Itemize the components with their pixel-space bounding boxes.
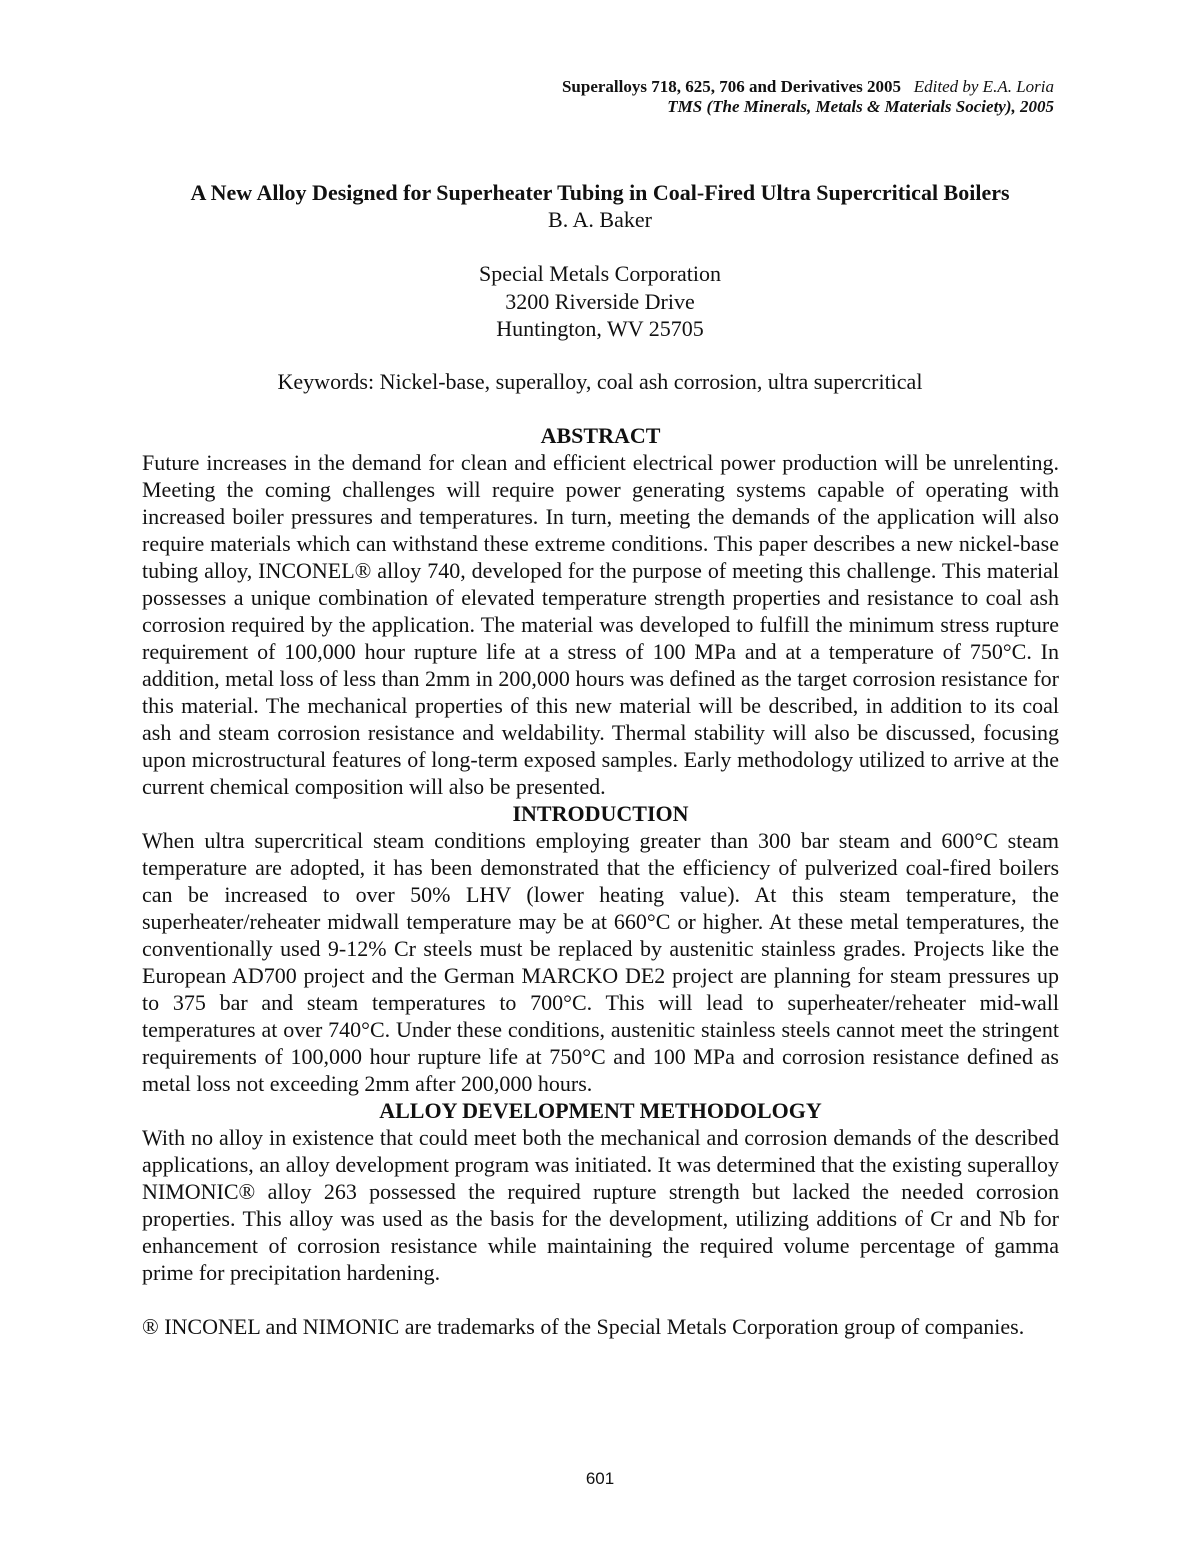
introduction-paragraph: When ultra supercritical steam conditions employing greater than 300 bar steam and 600°C steam temperature are adopted, it has been demonstrated that the efficiency of pulverized coal-fired boilers can be increased to over 50% LHV (lower heating value). At this steam temperature, the superheater/reheater midwall temperature may be at 660°C or higher. At these metal temperatures, the conventionally used 9-12% Cr steels must be replaced by austenitic stainless grades. Projects like the European AD700 project and the German MARCKO DE2 project are planning for steam pressures up to 375 bar and steam temperatures to 700°C. This will lead to superheater/reheater mid-wall temperatures at over 740°C. Under these conditions, austenitic stainless steels cannot meet the stringent requirements of 100,000 hour rupture life at 750°C and 100 MPa and corrosion resistance defined as metal loss not exceeding 2mm after 200,000 hours. <box>142 828 1059 1096</box>
header-line-1 <box>562 77 1054 97</box>
editor-credit: Edited by E.A. Loria <box>913 77 1054 96</box>
title-block <box>140 179 1060 233</box>
running-header <box>562 77 1054 117</box>
proceedings-title: Superalloys 718, 625, 706 and Derivatives 2005 <box>561 77 902 96</box>
keywords-line: Keywords: Nickel-base, superalloy, coal ash corrosion, ultra supercritical <box>277 369 923 394</box>
paper-title: A New Alloy Designed for Superheater Tubing in Coal-Fired Ultra Supercritical Boilers <box>190 180 1010 205</box>
publisher-line: TMS (The Minerals, Metals & Materials Society), 2005 <box>667 97 1054 116</box>
methodology-heading: ALLOY DEVELOPMENT METHODOLOGY <box>379 1098 822 1123</box>
affiliation-street: 3200 Riverside Drive <box>505 288 695 314</box>
author-affiliation <box>140 260 1060 343</box>
abstract-heading: ABSTRACT <box>540 423 661 448</box>
abstract-paragraph: Future increases in the demand for clean and efficient electrical power production will be unrelenting. Meeting the coming challenges will require power generating systems capable of operating with increased boiler pressures and temperatures. In turn, meeting the demands of the application will also require materials which can withstand these extreme conditions. This paper describes a new nickel-base tubing alloy, INCONEL® alloy 740, developed for the purpose of meeting this challenge. This material possesses a unique combination of elevated temperature strength properties and resistance to coal ash corrosion required by the application. The material was developed to fulfill the minimum stress rupture requirement of 100,000 hour rupture life at a stress of 100 MPa and at a temperature of 750°C. In addition, metal loss of less than 2mm in 200,000 hours was defined as the target corrosion resistance for this material. The mechanical properties of this new material will be described, in addition to its coal ash and steam corrosion resistance and weldability. Thermal stability will also be discussed, focusing upon microstructural features of long-term exposed samples. Early methodology utilized to arrive at the current chemical composition will also be presented. <box>142 450 1059 799</box>
affiliation-city: Huntington, WV 25705 <box>496 316 704 341</box>
paper-body <box>142 422 1059 1340</box>
page-number: 601 <box>585 1469 615 1488</box>
affiliation-organization: Special Metals Corporation <box>479 261 721 286</box>
trademark-footnote: ® INCONEL and NIMONIC are trademarks of the Special Metals Corporation group of companies. <box>142 1314 1025 1339</box>
introduction-heading: INTRODUCTION <box>512 801 689 826</box>
methodology-paragraph: With no alloy in existence that could meet both the mechanical and corrosion demands of the described applications, an alloy development program was initiated. It was determined that the existing superalloy NIMONIC® alloy 263 possessed the required rupture strength but lacked the needed corrosion properties. This alloy was used as the basis for the development, utilizing additions of Cr and Nb for enhancement of corrosion resistance while maintaining the required volume percentage of gamma prime for precipitation hardening. <box>142 1125 1059 1285</box>
author-name: B. A. Baker <box>548 207 652 232</box>
